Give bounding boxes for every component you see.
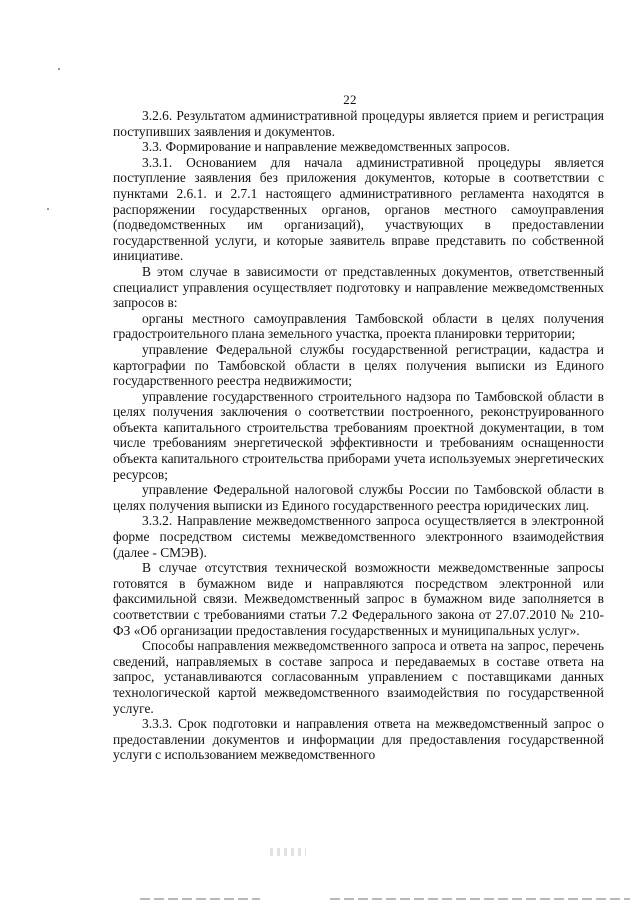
paragraph-paper-requests: В случае отсутствия технической возможности межведомственные запросы готовятся в бумажном виде и направляются посредством электронной или факсимильной связи. Межведомственный запрос в бумажном виде заполняется в соответствии с требованиями статьи 7.2 Федерального закона от 27.07.2010 № 210-ФЗ «Об организации предоставления государственных и муниципальных услуг». [113,560,604,638]
document-body [113,108,604,763]
paragraph-3-3-2: 3.3.2. Направление межведомственного запроса осуществляется в электронной форме посредством системы межведомственного электронного взаимодействия (далее - СМЭВ). [113,513,604,560]
paragraph-local-authorities: органы местного самоуправления Тамбовской области в целях получения градостроительного плана земельного участка, проекта планировки территории; [113,310,604,342]
scan-edge-left [140,898,260,900]
paragraph-requests-intro: В этом случае в зависимости от представленных документов, ответственный специалист управления осуществляет подготовку и направление межведомственных запросов в: [113,263,604,311]
scan-speck [47,208,49,210]
paragraph-3-2-6: 3.2.6. Результатом административной процедуры является прием и регистрация поступивших заявления и документов. [113,108,604,139]
scan-edge-right [330,898,630,900]
paragraph-rosreestr: управление Федеральной службы государственной регистрации, кадастра и картографии по Тамбовской области в целях получения выписки из Единого государственного реестра недвижимости; [113,341,604,389]
paragraph-3-3-heading: 3.3. Формирование и направление межведомственных запросов. [142,139,510,155]
scan-smudge [270,848,306,856]
paragraph-3-3-1: 3.3.1. Основанием для начала административной процедуры является поступление заявления без приложения документов, которые в соответствии с пунктами 2.6.1. и 2.7.1 настоящего административного регламента находятся в распоряжении государственных органов, органов местного самоуправления (подведомственных им организаций), участвующих в предоставлении государственной услуги, и которые заявитель вправе представить по собственной инициативе. [113,154,604,264]
scan-speck [58,68,60,70]
paragraph-construction-supervision: управление государственного строительного надзора по Тамбовской области в целях получения заключения о соответствии построенного, реконструированного объекта капитального строительства требованиям проектной документации, в том числе требованиям энергетической эффективности и требованиям оснащенности объекта капитального строительства приборами учета используемых энергетических ресурсов; [113,388,604,482]
paragraph-tax-service: управление Федеральной налоговой службы России по Тамбовской области в целях получения выписки из Единого государственного реестра юридических лиц. [113,482,604,513]
paragraph-3-3-3: 3.3.3. Срок подготовки и направления ответа на межведомственный запрос о предоставлении документов и информации для предоставления государственной услуги с использованием межведомственного [113,716,604,763]
paragraph-methods: Способы направления межведомственного запроса и ответа на запрос, перечень сведений, направляемых в составе запроса и передаваемых в составе ответа на запрос, устанавливаются согласованным управлением с поставщиками данных технологической картой межведомственного взаимодействия по государственной услуге. [113,638,604,716]
page-number: 22 [343,92,357,107]
